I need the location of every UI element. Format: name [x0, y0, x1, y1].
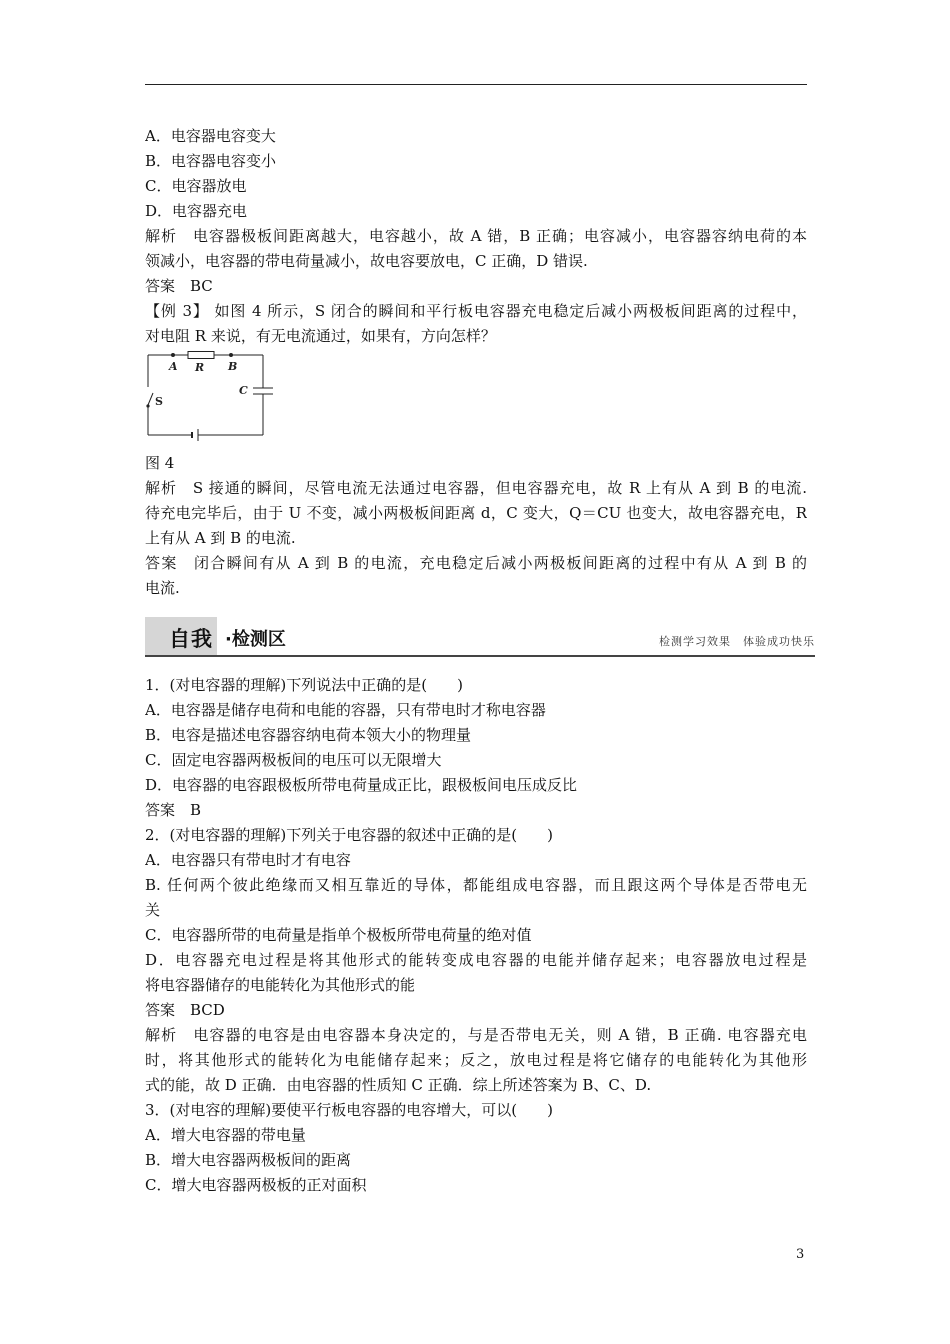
option-c: C．电容器所带的电荷量是指单个极板所带电荷量的绝对值: [145, 926, 532, 944]
question-2: [145, 823, 807, 1098]
analysis-paragraph: [145, 224, 807, 274]
analysis-line: 上有从 A 到 B 的电流.: [145, 529, 296, 547]
option-a: A．电容器是储存电荷和电能的容器，只有带电时才称电容器: [145, 701, 546, 719]
circuit-diagram: [145, 351, 275, 451]
answer-line: 答案 BC: [145, 277, 213, 295]
capacitor-label: C: [239, 384, 248, 397]
example-question: [145, 299, 807, 349]
option-line: 将电容器储存的电能转化为其他形式的能: [145, 976, 416, 994]
resistor-label: R: [195, 361, 205, 374]
answer-line: 答案 闭合瞬间有从 A 到 B 的电流，充电稳定后减小两极板间距离的过程中有从 A 到 B 的: [145, 554, 807, 572]
option-b: B．电容是描述电容器容纳电荷本领大小的物理量: [145, 726, 472, 744]
option-b: [145, 873, 807, 923]
self-check-section-header: [145, 611, 815, 661]
section-title-bold: 自我: [169, 627, 213, 651]
question-1: [145, 673, 807, 823]
option-d: [145, 948, 807, 998]
circuit-figure: [145, 351, 275, 451]
option-a: A．电容器电容变大: [145, 127, 276, 145]
analysis-line: 时，将其他形式的能转化为电能储存起来；反之，放电过程是将它储存的电能转化为其他形: [145, 1051, 807, 1069]
option-c: C．固定电容器两极板间的电压可以无限增大: [145, 751, 442, 769]
question-stem: 2．(对电容器的理解)下列关于电容器的叙述中正确的是( ): [145, 826, 553, 844]
node-a-label: A: [169, 360, 178, 373]
option-line: 关: [145, 901, 161, 919]
header-rule: [145, 84, 807, 85]
option-c: C．增大电容器两极板的正对面积: [145, 1176, 367, 1194]
option-line: B. 任何两个彼此绝缘而又相互靠近的导体，都能组成电容器，而且跟这两个导体是否带电无: [145, 876, 807, 894]
analysis-paragraph: [145, 1023, 807, 1098]
option-b: B．增大电容器两极板间的距离: [145, 1151, 352, 1169]
answer-line: 答案 BCD: [145, 1001, 225, 1019]
option-d: D．电容器充电: [145, 202, 248, 220]
question-stem: 1．(对电容器的理解)下列说法中正确的是( ): [145, 676, 463, 694]
question-line: 对电阻 R 来说，有无电流通过，如果有，方向怎样？: [145, 327, 496, 345]
option-c: C．电容器放电: [145, 177, 247, 195]
analysis-line: 解析 电容器极板间距离越大，电容越小，故 A 错，B 正确；电容减小，电容器容纳电荷的本: [145, 227, 807, 245]
section-slogan: 检测学习效果 体验成功快乐: [659, 635, 815, 648]
option-a: A．电容器只有带电时才有电容: [145, 851, 351, 869]
answer-paragraph: [145, 551, 807, 601]
analysis-line: 待充电完毕后，由于 U 不变，减小两极板间距离 d，C 变大，Q＝CU 也变大，故电容器充电，R: [145, 504, 807, 522]
analysis-line: 领减小，电容器的带电荷量减小，故电容要放电，C 正确，D 错误.: [145, 252, 588, 270]
option-list: [145, 124, 807, 224]
analysis-line: 解析 电容器的电容是由电容器本身决定的，与是否带电无关，则 A 错，B 正确. 电容器充电: [145, 1026, 807, 1044]
figure-caption: 图 4: [145, 454, 175, 472]
question-line: 【例 3】 如图 4 所示，S 闭合的瞬间和平行板电容器充电稳定后减小两极板间距离的过程中，: [145, 302, 807, 320]
section-title: ·检测区: [225, 629, 286, 650]
section-rule: [145, 655, 815, 657]
analysis-paragraph: [145, 476, 807, 551]
option-line: D．电容器充电过程是将其他形式的能转变成电容器的电能并储存起来；电容器放电过程是: [145, 951, 807, 969]
answer-line: 答案 B: [145, 801, 202, 819]
page-content: [145, 124, 815, 1198]
option-b: B．电容器电容变小: [145, 152, 277, 170]
option-d: D．电容器的电容跟极板所带电荷量成正比，跟极板间电压成反比: [145, 776, 578, 794]
node-b-label: B: [228, 360, 238, 373]
page-number: 3: [796, 1247, 805, 1262]
question-3: [145, 1098, 807, 1198]
answer-line: 电流.: [145, 579, 180, 597]
switch-label: S: [155, 395, 163, 408]
question-stem: 3．(对电容的理解)要使平行板电容器的电容增大，可以( ): [145, 1101, 553, 1119]
analysis-line: 解析 S 接通的瞬间，尽管电流无法通过电容器，但电容器充电，故 R 上有从 A 到 B 的电流.: [145, 479, 807, 497]
analysis-line: 式的能，故 D 正确．由电容器的性质知 C 正确．综上所述答案为 B、C、D.: [145, 1076, 652, 1094]
option-a: A．增大电容器的带电量: [145, 1126, 306, 1144]
